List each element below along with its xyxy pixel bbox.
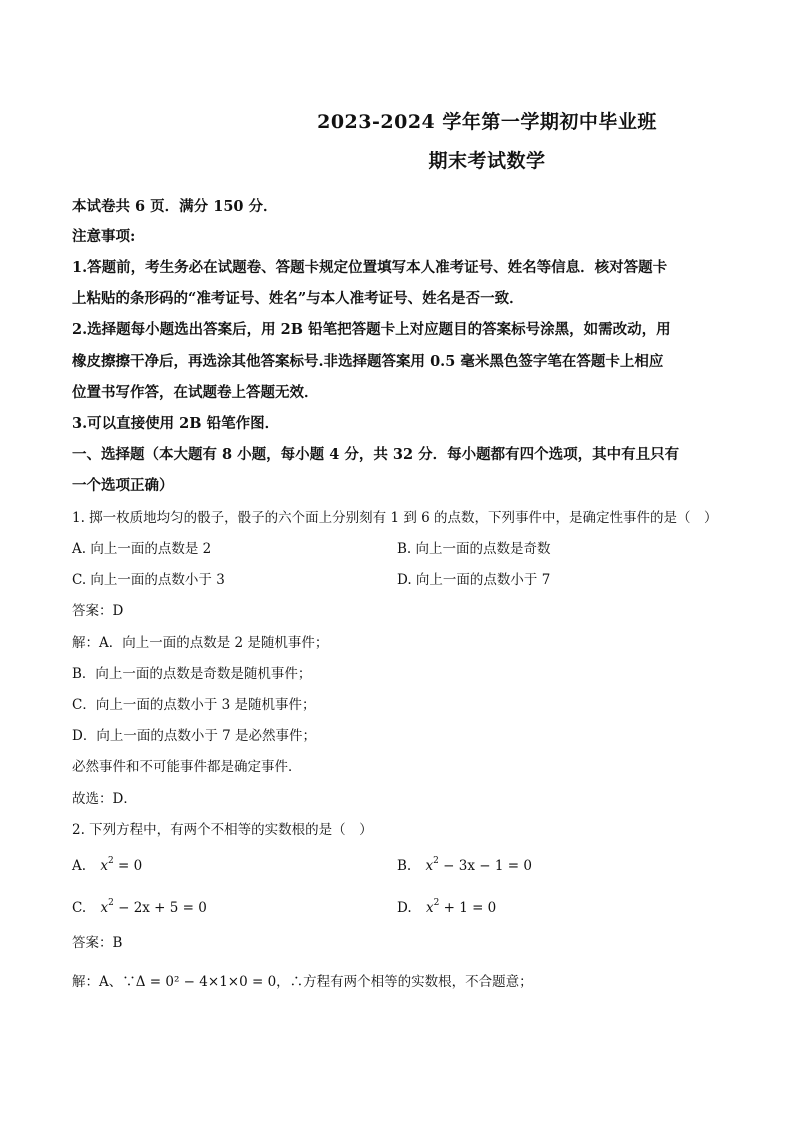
notice-3: 3.可以直接使用 2B 铅笔作图．: [72, 415, 280, 432]
q2-answer: 答案：B: [72, 935, 123, 951]
q1-solution-1: 解：A．向上一面的点数是 2 是随机事件；: [72, 635, 329, 651]
q1-solution-2: B．向上一面的点数是奇数是随机事件；: [72, 666, 312, 682]
notice-1-line-b: 上粘贴的条形码的“准考证号、姓名”与本人准考证号、姓名是否一致．: [72, 290, 524, 307]
q2-option-a-exp: 2: [107, 855, 114, 866]
q1-option-a: A. 向上一面的点数是 2: [72, 541, 212, 557]
q2-option-b: [397, 856, 532, 876]
q1-stem: 1. 掷一枚质地均匀的骰子，骰子的六个面上分别刻有 1 到 6 的点数，下列事件中，是确定性事件的是（ ）: [72, 510, 718, 526]
q2-option-c-var: x: [100, 900, 109, 916]
q2-stem: 2. 下列方程中，有两个不相等的实数根的是（ ）: [72, 822, 373, 838]
exam-title-line1: 2023-2024 学年第一学期初中毕业班: [317, 111, 657, 133]
notice-2-line-a: 2.选择题每小题选出答案后，用 2B 铅笔把答题卡上对应题目的答案标号涂黑，如需改动，用: [72, 321, 671, 338]
notice-1-line-a: 1.答题前，考生务必在试题卷、答题卡规定位置填写本人准考证号、姓名等信息．核对答题卡: [72, 259, 668, 276]
q2-option-d-var: x: [425, 900, 434, 916]
q2-option-c-rest: − 2x + 5 = 0: [113, 900, 207, 916]
q1-option-b: B. 向上一面的点数是奇数: [397, 541, 551, 557]
section1-heading-b: 一个选项正确）: [72, 477, 174, 494]
q2-option-d: [397, 898, 496, 918]
q1-solution-5: 必然事件和不可能事件都是确定事件．: [72, 759, 302, 775]
q2-option-b-label: B.: [397, 858, 412, 874]
q2-solution-1: 解：A、∵Δ = 0² − 4×1×0 = 0，∴方程有两个相等的实数根，不合题意；: [72, 974, 533, 990]
q2-option-d-exp: 2: [433, 897, 440, 908]
q2-option-a-rest: = 0: [113, 858, 143, 874]
q1-solution-3: C．向上一面的点数小于 3 是随机事件；: [72, 697, 316, 713]
q2-option-a-var: x: [100, 858, 108, 874]
q2-option-d-rest: + 1 = 0: [439, 900, 497, 916]
q2-option-b-rest: − 3x − 1 = 0: [438, 858, 532, 874]
q2-option-d-label: D.: [397, 900, 412, 916]
q2-option-a-label: A.: [72, 858, 87, 874]
q2-option-b-var: x: [425, 858, 434, 874]
q2-option-a: [72, 856, 142, 876]
q2-option-c: [72, 898, 207, 918]
q1-solution-4: D．向上一面的点数小于 7 是必然事件；: [72, 728, 316, 744]
q1-option-c: C. 向上一面的点数小于 3: [72, 572, 225, 588]
q1-answer: 答案：D: [72, 603, 124, 619]
notice-2-line-b: 橡皮擦擦干净后，再选涂其他答案标号.非选择题答案用 0.5 毫米黑色签字笔在答题卡上相应: [72, 353, 664, 370]
q2-option-c-label: C.: [72, 900, 87, 916]
q2-option-b-exp: 2: [433, 855, 439, 866]
q2-option-c-exp: 2: [108, 897, 114, 908]
section1-heading-a: 一、选择题（本大题有 8 小题，每小题 4 分，共 32 分．每小题都有四个选项，其中有且只有: [72, 446, 680, 463]
q1-option-d: D. 向上一面的点数小于 7: [397, 572, 551, 588]
pages-info: 本试卷共 6 页．满分 150 分．: [72, 198, 278, 215]
q1-solution-6: 故选：D．: [72, 791, 137, 807]
exam-title-line2: 期末考试数学: [428, 150, 546, 172]
notice-2-line-c: 位置书写作答，在试题卷上答题无效．: [72, 384, 319, 401]
notice-heading: 注意事项:: [72, 228, 136, 245]
